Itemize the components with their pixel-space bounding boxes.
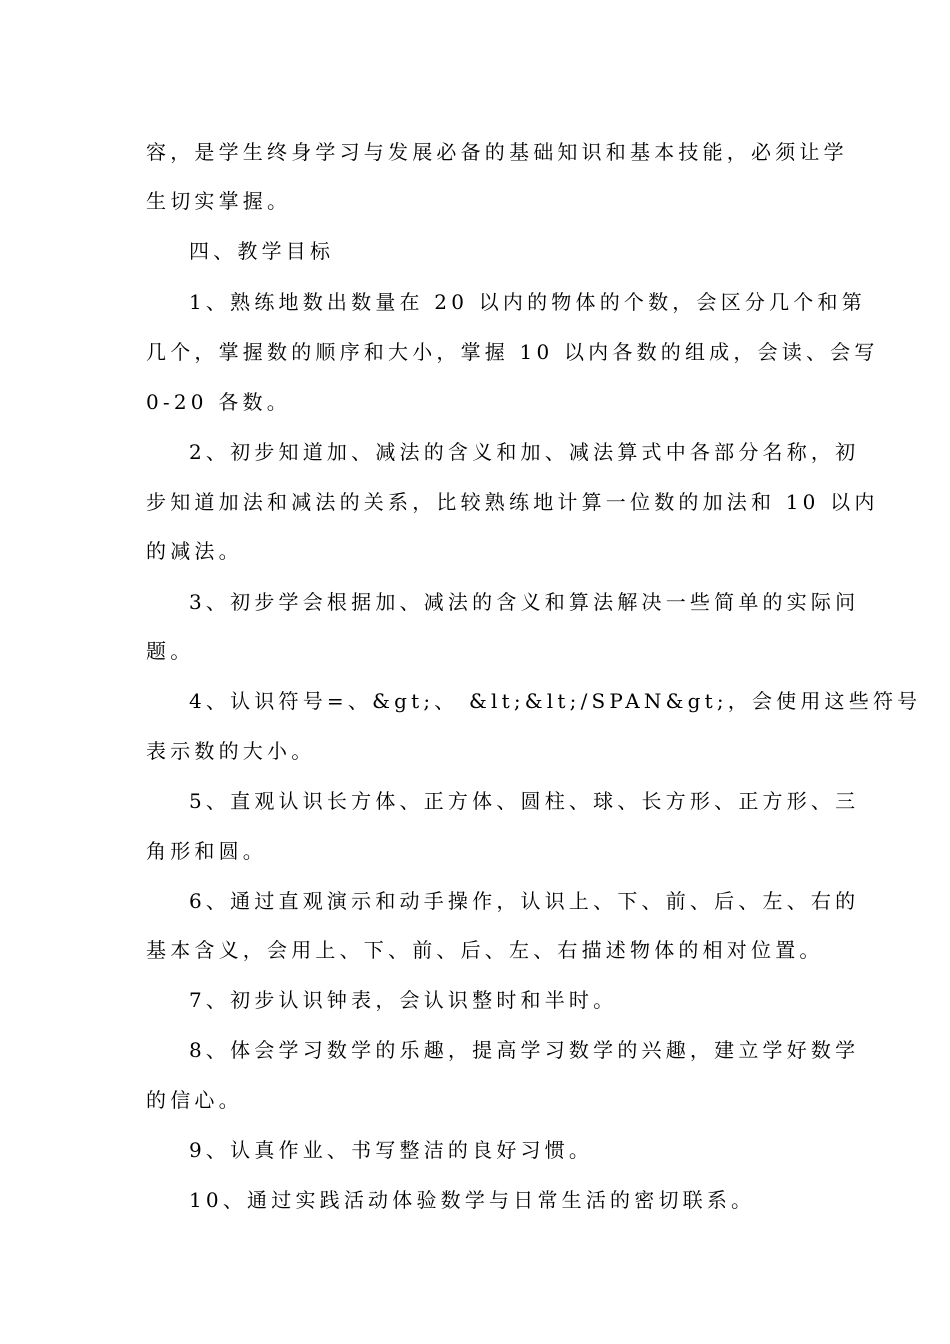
list-item-3-line: 3、初步学会根据加、减法的含义和算法解决一些简单的实际问 <box>189 590 860 614</box>
list-item-1-line: 几个，掌握数的顺序和大小，掌握 10 以内各数的组成，会读、会写 <box>146 340 879 364</box>
list-item-5-line: 角形和圆。 <box>146 839 267 863</box>
list-item-6-line: 基本含义，会用上、下、前、后、左、右描述物体的相对位置。 <box>146 938 824 962</box>
list-item-2-line: 步知道加法和减法的关系，比较熟练地计算一位数的加法和 10 以内 <box>146 490 879 514</box>
list-item-2-line: 的减法。 <box>146 539 243 563</box>
list-item-1-line: 1、熟练地数出数量在 20 以内的物体的个数，会区分几个和第 <box>189 290 866 314</box>
list-item-8-line: 的信心。 <box>146 1088 243 1112</box>
list-item-9-line: 9、认真作业、书写整洁的良好习惯。 <box>189 1138 594 1162</box>
paragraph-line: 容，是学生终身学习与发展必备的基础知识和基本技能，必须让学 <box>146 140 848 164</box>
list-item-3-line: 题。 <box>146 639 195 663</box>
list-item-7-line: 7、初步认识钟表，会认识整时和半时。 <box>189 988 618 1012</box>
list-item-5-line: 5、直观认识长方体、正方体、圆柱、球、长方形、正方形、三 <box>189 789 860 813</box>
list-item-4-line: 表示数的大小。 <box>146 739 316 763</box>
list-item-2-line: 2、初步知道加、减法的含义和加、减法算式中各部分名称，初 <box>189 440 860 464</box>
list-item-8-line: 8、体会学习数学的乐趣，提高学习数学的兴趣，建立学好数学 <box>189 1038 860 1062</box>
list-item-10-line: 10、通过实践活动体验数学与日常生活的密切联系。 <box>189 1188 756 1212</box>
list-item-6-line: 6、通过直观演示和动手操作，认识上、下、前、后、左、右的 <box>189 889 860 913</box>
section-heading: 四、教学目标 <box>189 239 335 263</box>
list-item-4-line: 4、认识符号=、&gt;、 &lt;&lt;/SPAN&gt;，会使用这些符号 <box>189 689 922 713</box>
paragraph-line: 生切实掌握。 <box>146 189 292 213</box>
list-item-1-line: 0-20 各数。 <box>146 390 291 414</box>
